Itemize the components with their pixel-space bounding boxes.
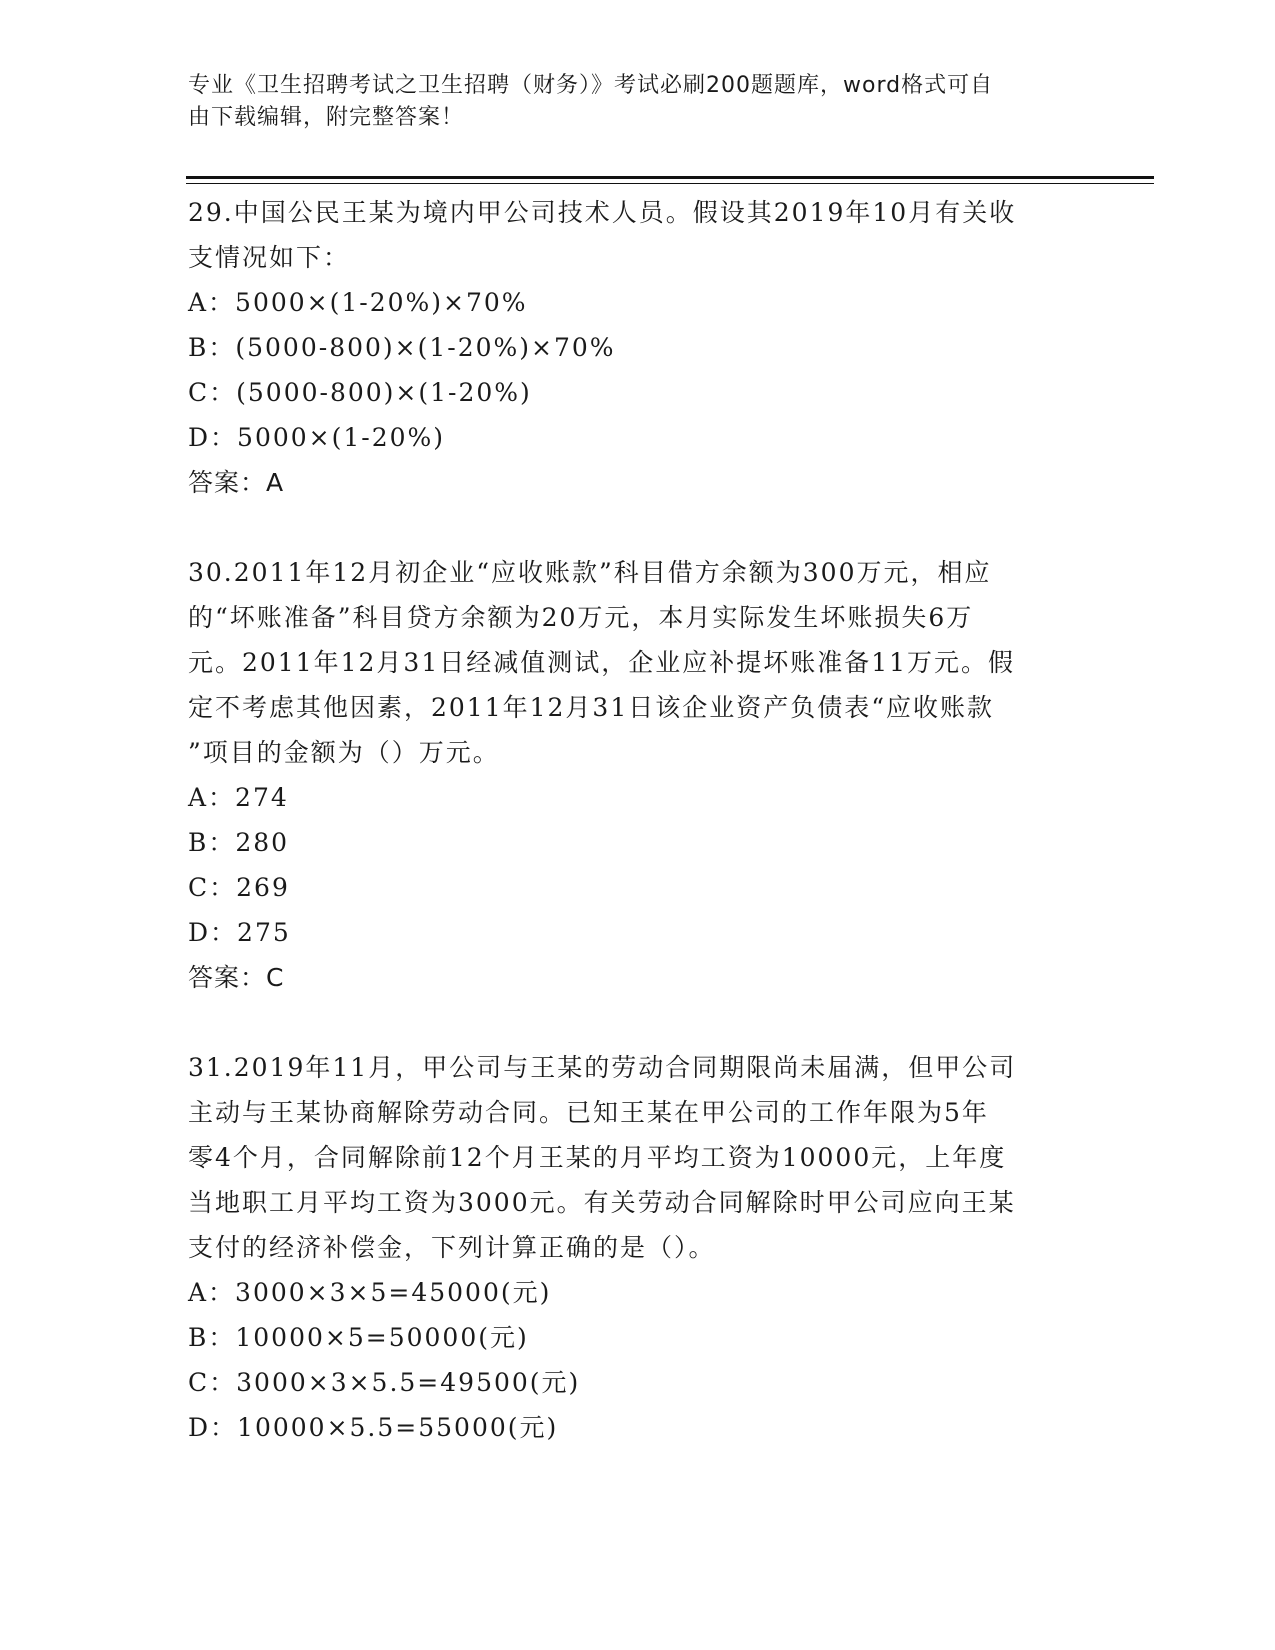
stem-line: 29.中国公民王某为境内甲公司技术人员。假设其2019年10月有关收	[188, 198, 1017, 227]
question-stem	[188, 190, 1088, 280]
document-header	[188, 70, 1068, 134]
stem-line: 主动与王某协商解除劳动合同。已知王某在甲公司的工作年限为5年	[188, 1098, 989, 1127]
option-d: D：275	[188, 918, 291, 947]
answer-text: 答案：A	[188, 468, 285, 497]
stem-line: 支付的经济补偿金，下列计算正确的是（）。	[188, 1233, 716, 1262]
stem-line: 支情况如下：	[188, 243, 351, 272]
stem-line: 的“坏账准备”科目贷方余额为20万元，本月实际发生坏账损失6万	[188, 603, 974, 632]
option-b: B：(5000-800)×(1-20%)×70%	[188, 333, 616, 362]
option-a: A：3000×3×5=45000(元)	[188, 1278, 552, 1307]
option-d: D：10000×5.5=55000(元)	[188, 1413, 559, 1442]
question-31	[188, 1045, 1088, 1450]
question-30	[188, 550, 1088, 1000]
header-divider-thick	[186, 176, 1154, 179]
answer-text: 答案：C	[188, 963, 285, 992]
option-d: D：5000×(1-20%)	[188, 423, 446, 452]
option-b: B：10000×5=50000(元)	[188, 1323, 529, 1352]
stem-line: 30.2011年12月初企业“应收账款”科目借方余额为300万元，相应	[188, 558, 992, 587]
question-list	[188, 190, 1088, 1450]
stem-line: 当地职工月平均工资为3000元。有关劳动合同解除时甲公司应向王某	[188, 1188, 1016, 1217]
question-stem	[188, 550, 1088, 775]
header-line-2: 由下载编辑，附完整答案！	[188, 105, 465, 130]
stem-line: 零4个月，合同解除前12个月王某的月平均工资为10000元，上年度	[188, 1143, 1007, 1172]
option-c: C：269	[188, 873, 290, 902]
stem-line: 元。2011年12月31日经减值测试，企业应补提坏账准备11万元。假	[188, 648, 1016, 677]
stem-line: 31.2019年11月，甲公司与王某的劳动合同期限尚未届满，但甲公司	[188, 1053, 1017, 1082]
option-a: A：274	[188, 783, 289, 812]
header-divider-thin	[186, 183, 1154, 184]
question-spacer	[188, 505, 1088, 550]
stem-line: ”项目的金额为（）万元。	[188, 738, 500, 767]
header-line-1: 专业《卫生招聘考试之卫生招聘（财务）》考试必刷200题题库，word格式可自	[188, 73, 994, 98]
option-b: B：280	[188, 828, 290, 857]
option-a: A：5000×(1-20%)×70%	[188, 288, 528, 317]
option-c: C：3000×3×5.5=49500(元)	[188, 1368, 581, 1397]
question-stem	[188, 1045, 1088, 1270]
question-29	[188, 190, 1088, 505]
stem-line: 定不考虑其他因素，2011年12月31日该企业资产负债表“应收账款	[188, 693, 995, 722]
question-spacer	[188, 1000, 1088, 1045]
option-c: C：(5000-800)×(1-20%)	[188, 378, 532, 407]
